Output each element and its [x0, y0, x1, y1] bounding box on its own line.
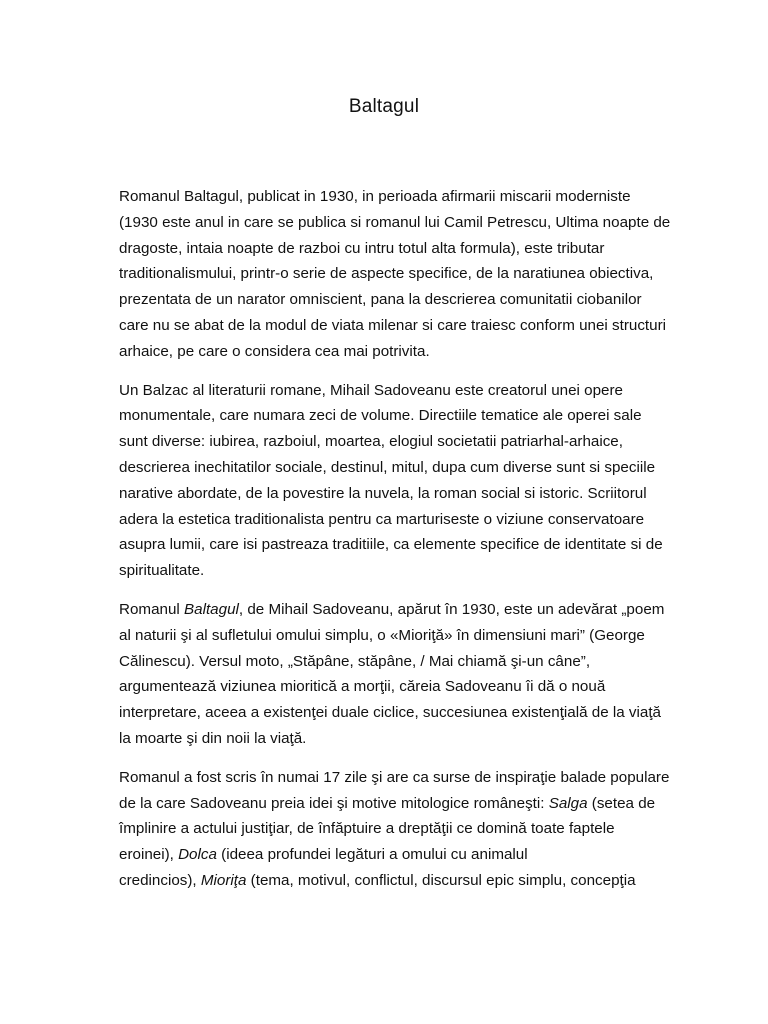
text-line: sunt diverse: iubirea, razboiul, moartea, elogiul societatii patriarhal-arhaice, — [119, 433, 623, 451]
text-line: asupra lumii, care isi pastreaza traditiile, ca elemente specifice de identitate si de — [119, 536, 663, 554]
text-line: împlinire a actului justiţiar, de înfăptuire a dreptăţii ce domină toate faptele — [119, 820, 615, 838]
text-segment: (tema, motivul, conflictul, discursul epic simplu, concepţia — [246, 871, 636, 889]
paragraph — [119, 378, 679, 584]
text-line: care nu se abat de la modul de viata milenar si care traiesc conform unei structuri — [119, 316, 667, 334]
text-line: spiritualitate. — [119, 562, 205, 580]
paragraph — [119, 765, 679, 894]
text-line — [119, 842, 679, 868]
document-title: Baltagul — [348, 96, 420, 117]
text-line: Romanul a fost scris în numai 17 zile şi are ca surse de inspiraţie balade populare — [119, 768, 670, 786]
document-body — [119, 184, 679, 907]
text-segment: de la care Sadoveanu preia idei şi motive mitologice româneşti: — [119, 794, 549, 812]
text-line — [119, 597, 679, 623]
text-line: Călinescu). Versul moto, „Stăpâne, stăpâne, / Mai chiamă şi-un câne”, — [119, 652, 591, 670]
text-line: Romanul Baltagul, publicat in 1930, in perioada afirmarii miscarii moderniste — [119, 188, 631, 205]
text-line: descrierea inechitatilor sociale, destinul, mitul, dupa cum diverse sunt si speciile — [119, 458, 656, 476]
text-segment: (ideea profundei legături a omului cu animalul — [216, 846, 528, 864]
text-line: prezentata de un narator omniscient, pana la descrierea comunitatii ciobanilor — [119, 291, 642, 309]
text-line: monumentale, care numara zeci de volume. Directiile tematice ale operei sale — [119, 407, 642, 425]
text-line — [119, 868, 679, 894]
italic-text: Mioriţa — [200, 871, 247, 889]
italic-text: Dolca — [178, 846, 217, 864]
text-segment: (setea de — [587, 794, 656, 812]
text-line: la moarte şi din noii la viaţă. — [119, 729, 307, 747]
text-segment: , de Mihail Sadoveanu, apărut în 1930, este un adevărat „poem — [238, 600, 665, 618]
text-line: (1930 este anul in care se publica si romanul lui Camil Petrescu, Ultima noapte de — [119, 213, 671, 231]
italic-text: Salga — [548, 794, 588, 812]
text-line — [119, 791, 679, 817]
text-line: argumentează viziunea mioritică a morţii, căreia Sadoveanu îi dă o nouă — [119, 678, 606, 696]
text-line: Un Balzac al literaturii romane, Mihail Sadoveanu este creatorul unei opere — [119, 381, 623, 399]
paragraph — [119, 184, 679, 365]
text-line: arhaice, pe care o considera cea mai potrivita. — [119, 342, 430, 360]
text-line: al naturii şi al sufletului omului simplu, o «Mioriţă» în dimensiuni mari” (George — [119, 626, 645, 644]
text-line: traditionalismului, printr-o serie de aspecte specifice, de la naratiunea obiectiva, — [119, 265, 654, 283]
text-line: adera la estetica traditionalista pentru ca marturiseste o viziune conservatoare — [119, 510, 645, 528]
text-segment: eroinei), — [119, 846, 179, 864]
text-line: interpretare, aceea a existenţei duale ciclice, succesiunea existenţială de la viaţă — [119, 704, 662, 722]
text-line: dragoste, intaia noapte de razboi cu intru totul alta formula), este tributar — [119, 239, 605, 257]
italic-text: Baltagul — [184, 600, 239, 618]
paragraph — [119, 597, 679, 752]
text-segment: credincios), — [119, 871, 201, 889]
text-line: narative abordate, de la povestire la nuvela, la roman social si istoric. Scriitorul — [119, 484, 647, 502]
text-segment: Romanul — [119, 600, 184, 618]
